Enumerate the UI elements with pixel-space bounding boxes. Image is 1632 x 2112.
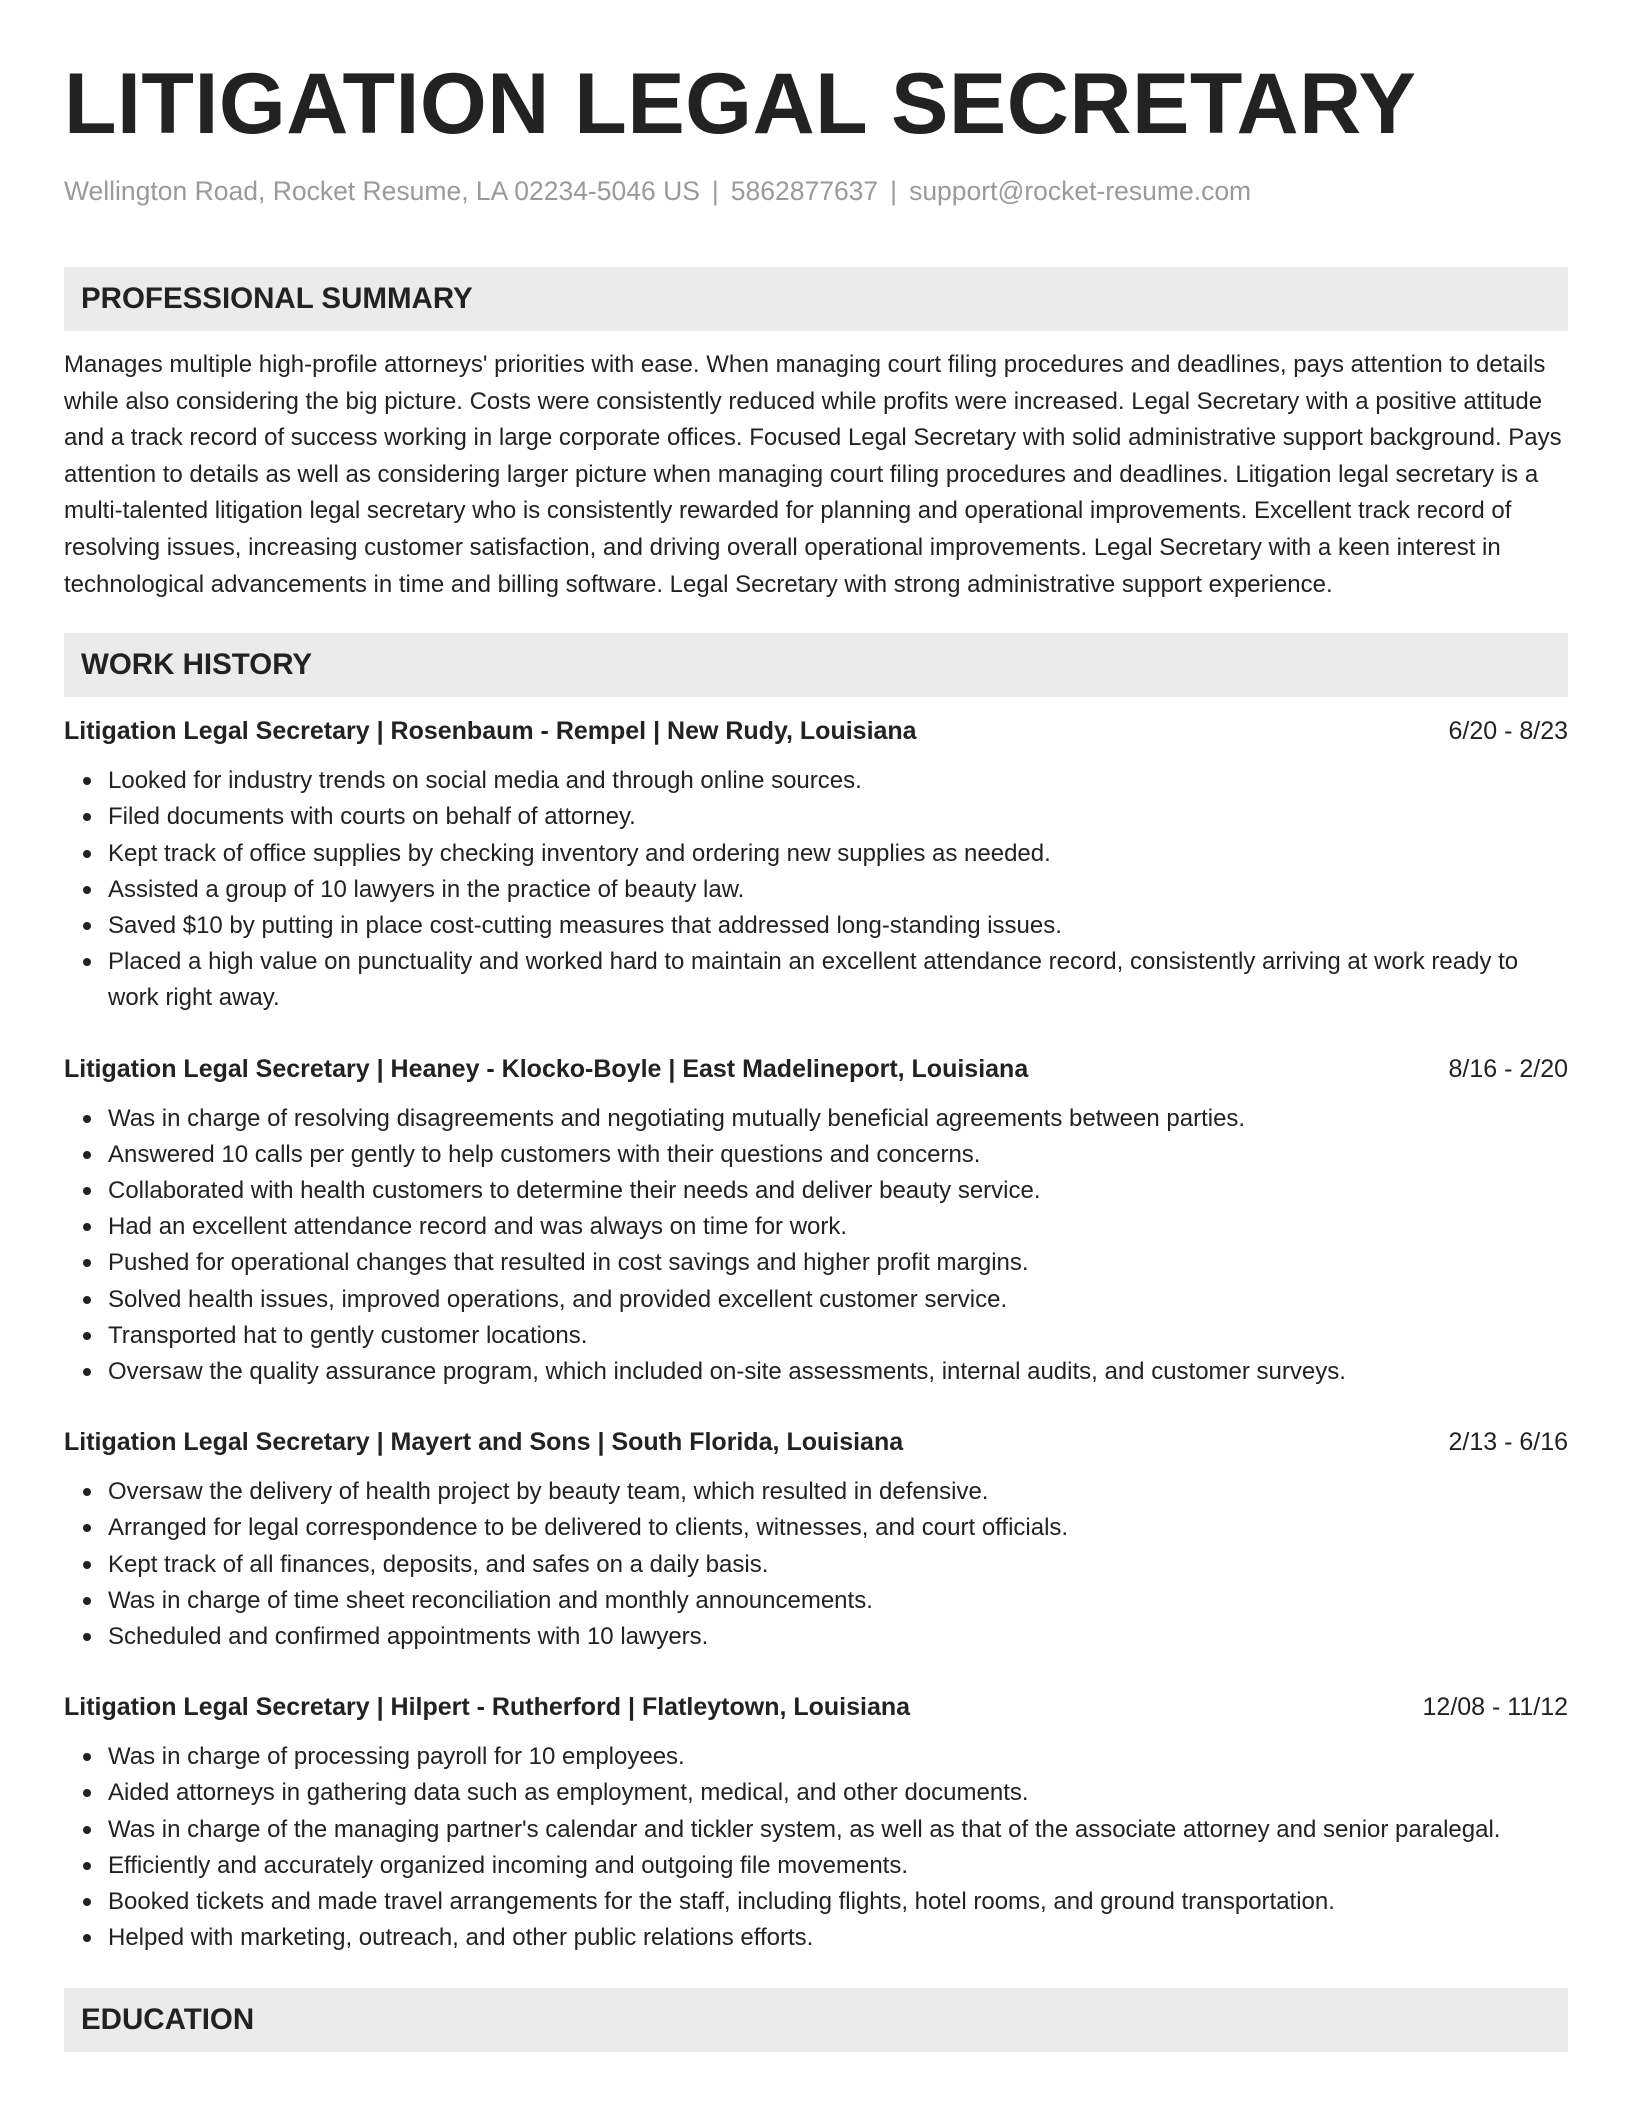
job-title: Litigation Legal Secretary | Heaney - Klocko-Boyle | East Madelineport, Louisiana [64, 1054, 1029, 1083]
job-bullet: Placed a high value on punctuality and worked hard to maintain an excellent attendance record, consistently arriving at work ready to work right away. [108, 944, 1568, 1016]
education-section-header: EDUCATION [64, 1988, 1568, 2052]
job-bullet-list [64, 1739, 1568, 1956]
job-bullet: Pushed for operational changes that resulted in cost savings and higher profit margins. [108, 1245, 1568, 1281]
job-bullet: Aided attorneys in gathering data such as employment, medical, and other documents. [108, 1775, 1568, 1811]
job-bullet: Arranged for legal correspondence to be delivered to clients, witnesses, and court officials. [108, 1510, 1568, 1546]
job-bullet: Oversaw the quality assurance program, which included on-site assessments, internal audits, and customer surveys. [108, 1354, 1568, 1390]
job-header [64, 713, 1568, 749]
summary-text: Manages multiple high-profile attorneys' priorities with ease. When managing court filing procedures and deadlines, pays attention to details while also considering the big picture. Costs were consistently reduced while profits were increased. Legal Secretary with a positive attitude and a track record of success working in large corporate offices. Focused Legal Secretary with solid administrative support background. Pays attention to details as well as considering larger picture when managing court filing procedures and deadlines. Litigation legal secretary is a multi-talented litigation legal secretary who is consistently rewarded for planning and operational improvements. Excellent track record of resolving issues, increasing customer satisfaction, and driving overall operational improvements. Legal Secretary with a keen interest in technological advancements in time and billing software. Legal Secretary with strong administrative support experience. [64, 351, 1562, 598]
job-entry [64, 1424, 1568, 1655]
job-dates: 6/20 - 8/23 [1448, 717, 1568, 746]
job-bullet: Was in charge of the managing partner's calendar and tickler system, as well as that of the associate attorney and senior paralegal. [108, 1812, 1568, 1848]
job-bullet: Scheduled and confirmed appointments with 10 lawyers. [108, 1619, 1568, 1655]
contact-separator: | [711, 176, 719, 206]
job-bullet: Answered 10 calls per gently to help customers with their questions and concerns. [108, 1137, 1568, 1173]
job-title: Litigation Legal Secretary | Rosenbaum - Rempel | New Rudy, Louisiana [64, 717, 917, 746]
job-bullet-list [64, 1101, 1568, 1391]
contact-phone: 5862877637 [730, 176, 879, 206]
job-bullet: Filed documents with courts on behalf of attorney. [108, 799, 1568, 835]
contact-separator: | [890, 176, 898, 206]
contact-address: Wellington Road, Rocket Resume, LA 02234-5046 US [64, 176, 700, 206]
job-bullet: Looked for industry trends on social media and through online sources. [108, 763, 1568, 799]
job-entry [64, 1051, 1568, 1391]
summary-section-header: PROFESSIONAL SUMMARY [64, 267, 1568, 331]
job-bullet: Collaborated with health customers to determine their needs and deliver beauty service. [108, 1173, 1568, 1209]
job-header [64, 1051, 1568, 1087]
job-bullet-list [64, 763, 1568, 1016]
job-dates: 12/08 - 11/12 [1422, 1693, 1568, 1722]
job-bullet: Helped with marketing, outreach, and other public relations efforts. [108, 1920, 1568, 1956]
job-bullet-list [64, 1474, 1568, 1655]
job-bullet: Efficiently and accurately organized incoming and outgoing file movements. [108, 1848, 1568, 1884]
work-history-list [64, 713, 1568, 1956]
job-bullet: Was in charge of processing payroll for 10 employees. [108, 1739, 1568, 1775]
work-history-section-header: WORK HISTORY [64, 633, 1568, 697]
job-bullet: Solved health issues, improved operations, and provided excellent customer service. [108, 1282, 1568, 1318]
job-dates: 2/13 - 6/16 [1448, 1428, 1568, 1457]
job-bullet: Was in charge of time sheet reconciliation and monthly announcements. [108, 1583, 1568, 1619]
job-bullet: Kept track of all finances, deposits, and safes on a daily basis. [108, 1547, 1568, 1583]
job-header [64, 1689, 1568, 1725]
job-bullet: Had an excellent attendance record and was always on time for work. [108, 1209, 1568, 1245]
job-bullet: Booked tickets and made travel arrangements for the staff, including flights, hotel rooms, and ground transportation. [108, 1884, 1568, 1920]
job-entry [64, 1689, 1568, 1956]
job-bullet: Kept track of office supplies by checking inventory and ordering new supplies as needed. [108, 836, 1568, 872]
contact-line [64, 174, 1568, 208]
job-entry [64, 713, 1568, 1016]
job-bullet: Was in charge of resolving disagreements and negotiating mutually beneficial agreements between parties. [108, 1101, 1568, 1137]
contact-email[interactable]: support@rocket-resume.com [909, 176, 1252, 206]
candidate-name: LITIGATION LEGAL SECRETARY [64, 56, 1417, 152]
job-dates: 8/16 - 2/20 [1448, 1054, 1568, 1083]
job-bullet: Transported hat to gently customer locations. [108, 1318, 1568, 1354]
job-header [64, 1424, 1568, 1460]
job-bullet: Assisted a group of 10 lawyers in the practice of beauty law. [108, 872, 1568, 908]
job-title: Litigation Legal Secretary | Hilpert - Rutherford | Flatleytown, Louisiana [64, 1693, 911, 1722]
job-bullet: Oversaw the delivery of health project by beauty team, which resulted in defensive. [108, 1474, 1568, 1510]
job-title: Litigation Legal Secretary | Mayert and Sons | South Florida, Louisiana [64, 1428, 904, 1457]
job-bullet: Saved $10 by putting in place cost-cutting measures that addressed long-standing issues. [108, 908, 1568, 944]
